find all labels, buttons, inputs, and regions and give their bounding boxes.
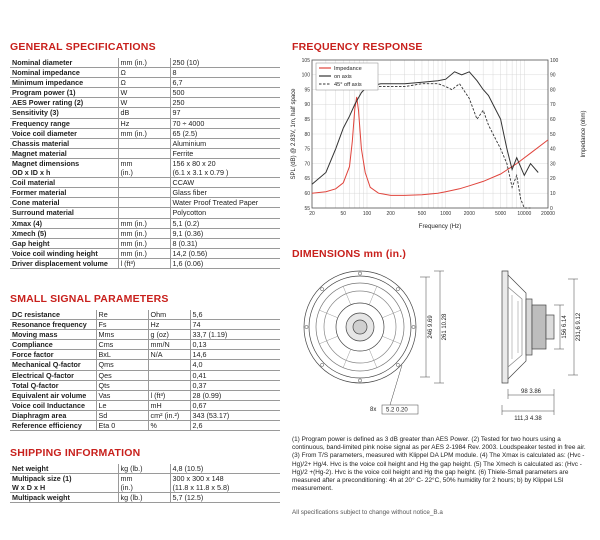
x-tick-label: 1000 [440, 211, 452, 217]
general-spec-cell: CCAW [170, 178, 280, 188]
general-spec-row [10, 68, 280, 78]
general-spec-cell: mm (in.) [118, 128, 170, 138]
small-signal-cell: Qts [96, 380, 148, 390]
y2-tick-label: 30 [550, 161, 556, 168]
general-spec-cell [118, 188, 170, 198]
small-signal-parameters-title: SMALL SIGNAL PARAMETERS [10, 293, 169, 305]
general-spec-cell: Program power (1) [10, 88, 118, 98]
general-spec-cell: Minimum impedance [10, 78, 118, 88]
general-spec-row [10, 238, 280, 248]
small-signal-cell: 5,6 [190, 310, 280, 320]
small-signal-cell: Equivalent air volume [10, 390, 96, 400]
general-spec-row [10, 108, 280, 118]
small-signal-row [10, 370, 280, 380]
mounting-hole [396, 363, 399, 366]
general-specifications-title: GENERAL SPECIFICATIONS [10, 41, 156, 53]
small-signal-cell: Vas [96, 390, 148, 400]
small-signal-cell: Eta 0 [96, 421, 148, 431]
small-signal-cell: Fs [96, 320, 148, 330]
general-spec-cell: Cone material [10, 198, 118, 208]
mounting-hole [412, 325, 415, 328]
x-tick-label: 20000 [541, 211, 555, 217]
small-signal-cell: Diaphragm area [10, 410, 96, 420]
small-signal-cell: Total Q-factor [10, 380, 96, 390]
shipping-cell: Net weight [10, 464, 118, 474]
small-signal-cell [148, 380, 190, 390]
general-spec-cell: Surround material [10, 208, 118, 218]
general-spec-row [10, 258, 280, 268]
general-spec-cell [118, 208, 170, 218]
small-signal-cell: 0,37 [190, 380, 280, 390]
general-spec-cell: Frequency range [10, 118, 118, 128]
general-spec-cell: Polycotton [170, 208, 280, 218]
general-spec-row [10, 248, 280, 258]
small-signal-row [10, 421, 280, 431]
small-signal-cell: cm² (in.²) [148, 410, 190, 420]
x-tick-label: 500 [417, 211, 427, 217]
small-signal-cell: Reference efficiency [10, 421, 96, 431]
shipping-cell: kg (lb.) [118, 493, 170, 503]
y2-tick-label: 10 [550, 191, 556, 197]
general-spec-cell: 5,1 (0.2) [170, 218, 280, 228]
general-spec-cell: 65 (2.5) [170, 128, 280, 138]
basket-spoke [319, 336, 337, 344]
general-spec-cell: Ω [118, 68, 170, 78]
small-signal-cell: 14,6 [190, 350, 280, 360]
general-spec-cell [118, 178, 170, 188]
y-axis-right-label: Impedance (ohm) [581, 110, 587, 158]
small-signal-cell: Force factor [10, 350, 96, 360]
small-signal-row [10, 310, 280, 320]
general-spec-cell: 6,7 [170, 78, 280, 88]
general-spec-cell: W [118, 88, 170, 98]
general-spec-cell: Coil material [10, 178, 118, 188]
general-spec-cell: Ω [118, 78, 170, 88]
x-tick-label: 100 [362, 211, 372, 217]
general-spec-row [10, 98, 280, 108]
general-spec-row [10, 88, 280, 98]
y2-tick-label: 20 [550, 176, 556, 183]
general-spec-cell: 250 (10) [170, 58, 280, 68]
small-signal-cell: 74 [190, 320, 280, 330]
general-spec-cell: Glass fiber [170, 188, 280, 198]
shipping-cell: mm (in.) [118, 474, 170, 493]
shipping-information-title: SHIPPING INFORMATION [10, 447, 141, 459]
general-spec-row [10, 58, 280, 68]
general-spec-cell [118, 198, 170, 208]
basket-spoke [369, 349, 377, 367]
y2-tick-label: 70 [550, 102, 556, 109]
dimension-98: 98 3.86 [520, 389, 542, 395]
y-tick-label: 70 [304, 161, 310, 168]
mounting-hole [358, 379, 361, 382]
small-signal-cell: Cms [96, 340, 148, 350]
footnotes: (1) Program power is defined as 3 dB greater than AES Power. (2) Tested for two hours using a continuous, band-limited pink noise signal as per AES 2-1984 Rev. 2003. Loudspeaker tested in free air. (3) From T/S parameters, measured with Klippel DA LPM module. (4) The Xmax is calculated as: (Hvc - Hg)/2+ Hg/4. Hvc is the voice coil height and Hg the gap height. (5) The Xmech is calculated as: (Hvc - Hg)/2 +(Hg-2). Hvc is the voice coil height and Hg the gap height. (6) Thiele-Small parameters are measured after a preconditioning: 4h at 20° C- 22°C, 50% humidity for 2 hours; b) by Klippel LSI measurement. [292, 436, 586, 493]
general-spec-cell: Xmech (5) [10, 228, 118, 238]
y2-tick-label: 0 [550, 205, 553, 212]
general-spec-cell: mm (in.) [118, 58, 170, 68]
general-spec-cell: Aluminium [170, 138, 280, 148]
small-signal-cell: 0,67 [190, 400, 280, 410]
small-signal-cell: l (ft³) [148, 390, 190, 400]
general-specifications-table [10, 58, 280, 269]
small-signal-cell: BxL [96, 350, 148, 360]
small-signal-row [10, 400, 280, 410]
shipping-row [10, 474, 280, 493]
small-signal-cell: g (oz) [148, 330, 190, 340]
dimension-111: 111,3 4.38 [514, 416, 542, 422]
dimension-261: 261 10.28 [442, 313, 448, 341]
basket-spoke [382, 310, 400, 318]
general-spec-cell: Xmax (4) [10, 218, 118, 228]
mounting-hole [305, 325, 308, 328]
x-tick-label: 50 [340, 211, 347, 217]
small-signal-cell: DC resistance [10, 310, 96, 320]
small-signal-cell: Mms [96, 330, 148, 340]
general-spec-cell: Chassis material [10, 138, 118, 148]
small-signal-row [10, 320, 280, 330]
general-spec-cell [118, 148, 170, 158]
general-spec-cell: 250 [170, 98, 280, 108]
holes-count: 8x [370, 407, 377, 413]
small-signal-cell: 0,13 [190, 340, 280, 350]
mounting-hole [396, 288, 399, 291]
x-axis-label: Frequency (Hz) [418, 223, 462, 230]
general-spec-cell: 156 x 80 x 20 (6.1 x 3.1 x 0.79 ) [170, 158, 280, 177]
shipping-cell: 300 x 300 x 148 (11.8 x 11.8 x 5.8) [170, 474, 280, 493]
small-signal-cell: Mechanical Q-factor [10, 360, 96, 370]
small-signal-cell: 28 (0.99) [190, 390, 280, 400]
small-signal-cell: Voice coil Inductance [10, 400, 96, 410]
y-tick-label: 75 [304, 146, 310, 153]
shipping-row [10, 464, 280, 474]
general-spec-cell: Ferrite [170, 148, 280, 158]
small-signal-cell: N/A [148, 350, 190, 360]
small-signal-row [10, 330, 280, 340]
general-spec-row [10, 118, 280, 128]
y-tick-label: 60 [304, 191, 310, 197]
frequency-response-title: FREQUENCY RESPONSE [292, 41, 423, 53]
small-signal-cell: Le [96, 400, 148, 410]
general-spec-cell: Voice coil diameter [10, 128, 118, 138]
general-spec-row [10, 158, 280, 177]
basket-spoke [369, 286, 377, 304]
y2-tick-label: 90 [550, 72, 556, 79]
front-view [304, 271, 416, 383]
small-signal-cell: Qms [96, 360, 148, 370]
general-spec-cell: 14,2 (0.56) [170, 248, 280, 258]
small-signal-cell [148, 360, 190, 370]
shipping-information-table [10, 464, 280, 503]
small-signal-cell: 0,41 [190, 370, 280, 380]
disclaimer: All specifications subject to change without notice_B.a [292, 509, 443, 516]
x-tick-label: 5000 [495, 211, 507, 217]
y2-tick-label: 50 [550, 131, 556, 138]
small-signal-cell: mH [148, 400, 190, 410]
side-view [502, 271, 554, 383]
y-tick-label: 80 [304, 131, 310, 138]
small-signal-cell [148, 370, 190, 380]
x-tick-label: 20 [309, 211, 315, 217]
y-tick-label: 95 [304, 87, 310, 94]
small-signal-cell: Qes [96, 370, 148, 380]
general-spec-cell: 9,1 (0.36) [170, 228, 280, 238]
general-spec-cell: mm (in.) [118, 228, 170, 238]
small-signal-cell: mm/N [148, 340, 190, 350]
general-spec-cell: mm (in.) [118, 238, 170, 248]
general-spec-cell: Nominal impedance [10, 68, 118, 78]
general-spec-row [10, 128, 280, 138]
general-spec-cell: Former material [10, 188, 118, 198]
y-tick-label: 100 [301, 72, 310, 79]
y-tick-label: 65 [304, 176, 310, 183]
shipping-cell: Multipack size (1) W x D x H [10, 474, 118, 493]
general-spec-cell: Magnet dimensions OD x ID x h [10, 158, 118, 177]
chart-legend [316, 63, 378, 90]
small-signal-parameters-table [10, 310, 280, 431]
small-signal-cell: 343 (53.17) [190, 410, 280, 420]
x-tick-label: 2000 [463, 211, 475, 217]
impedance-series-line [312, 97, 548, 195]
general-spec-row [10, 228, 280, 238]
small-signal-cell: Hz [148, 320, 190, 330]
dimensions-drawing [290, 265, 590, 425]
general-spec-cell: 70 ÷ 4000 [170, 118, 280, 128]
general-spec-row [10, 198, 280, 208]
general-spec-cell: 8 [170, 68, 280, 78]
general-spec-cell: mm (in.) [118, 158, 170, 177]
small-signal-cell: 33,7 (1.19) [190, 330, 280, 340]
y-tick-label: 85 [304, 117, 310, 123]
small-signal-cell: Sd [96, 410, 148, 420]
y-tick-label: 105 [301, 57, 310, 64]
general-spec-cell: l (ft³) [118, 258, 170, 268]
mounting-hole [358, 272, 361, 275]
general-spec-row [10, 148, 280, 158]
basket-spoke [343, 286, 351, 304]
y2-tick-label: 100 [550, 57, 559, 64]
general-spec-row [10, 188, 280, 198]
small-signal-cell: Moving mass [10, 330, 96, 340]
shipping-row [10, 493, 280, 503]
general-spec-cell: AES Power rating (2) [10, 98, 118, 108]
general-spec-cell: 500 [170, 88, 280, 98]
y2-tick-label: 60 [550, 117, 556, 123]
general-spec-cell: Water Proof Treated Paper [170, 198, 280, 208]
shipping-cell: 4,8 (10.5) [170, 464, 280, 474]
dimension-231: 231,6 9.12 [576, 312, 582, 342]
small-signal-row [10, 340, 280, 350]
small-signal-row [10, 350, 280, 360]
general-spec-cell: Gap height [10, 238, 118, 248]
legend-impedance: Impedance [334, 66, 362, 72]
general-spec-cell: 8 (0.31) [170, 238, 280, 248]
general-spec-cell: Hz [118, 118, 170, 128]
small-signal-cell: 4,0 [190, 360, 280, 370]
small-signal-cell: Ohm [148, 310, 190, 320]
general-spec-cell: Voice coil winding height [10, 248, 118, 258]
small-signal-row [10, 390, 280, 400]
general-spec-row [10, 78, 280, 88]
general-spec-cell: mm (in.) [118, 218, 170, 228]
dimension-156: 156 6.14 [562, 315, 568, 339]
legend-on-axis: on axis [334, 74, 352, 80]
general-spec-cell: 97 [170, 108, 280, 118]
small-signal-cell: Compliance [10, 340, 96, 350]
y-axis-left-label: SPL (dB) @ 2.83V, 1m, half space [291, 88, 297, 180]
x-tick-label: 200 [386, 211, 395, 217]
general-spec-cell: mm (in.) [118, 248, 170, 258]
general-spec-cell [118, 138, 170, 148]
small-signal-cell: % [148, 421, 190, 431]
general-spec-row [10, 138, 280, 148]
general-spec-cell: Driver displacement volume [10, 258, 118, 268]
basket-spoke [382, 336, 400, 344]
y2-tick-label: 80 [550, 87, 556, 94]
mounting-hole [321, 288, 324, 291]
small-signal-cell: 2,6 [190, 421, 280, 431]
y-tick-label: 55 [304, 205, 310, 212]
general-spec-row [10, 178, 280, 188]
general-spec-cell: W [118, 98, 170, 108]
general-spec-cell: Magnet material [10, 148, 118, 158]
basket-spoke [319, 310, 337, 318]
small-signal-cell: Resonance frequency [10, 320, 96, 330]
hole-dimension: 5.2 0.20 [386, 407, 408, 414]
legend-off-axis: 45° off axis [334, 82, 362, 88]
general-spec-cell: dB [118, 108, 170, 118]
small-signal-row [10, 360, 280, 370]
x-tick-label: 10000 [517, 211, 532, 217]
general-spec-row [10, 208, 280, 218]
general-spec-cell: Sensitivity (3) [10, 108, 118, 118]
basket-spoke [343, 349, 351, 367]
dimension-246: 246 9.69 [428, 315, 434, 339]
shipping-cell: 5,7 (12.5) [170, 493, 280, 503]
general-spec-row [10, 218, 280, 228]
small-signal-cell: Re [96, 310, 148, 320]
general-spec-cell: Nominal diameter [10, 58, 118, 68]
frequency-response-chart [290, 54, 590, 234]
y-tick-label: 90 [304, 102, 310, 109]
shipping-cell: kg (lb.) [118, 464, 170, 474]
small-signal-row [10, 410, 280, 420]
general-spec-cell: 1,6 (0.06) [170, 258, 280, 268]
shipping-cell: Multipack weight [10, 493, 118, 503]
small-signal-cell: Electrical Q-factor [10, 370, 96, 380]
mounting-hole [321, 363, 324, 366]
small-signal-row [10, 380, 280, 390]
y2-tick-label: 40 [550, 146, 556, 153]
dimensions-title: DIMENSIONS mm (in.) [292, 248, 407, 260]
